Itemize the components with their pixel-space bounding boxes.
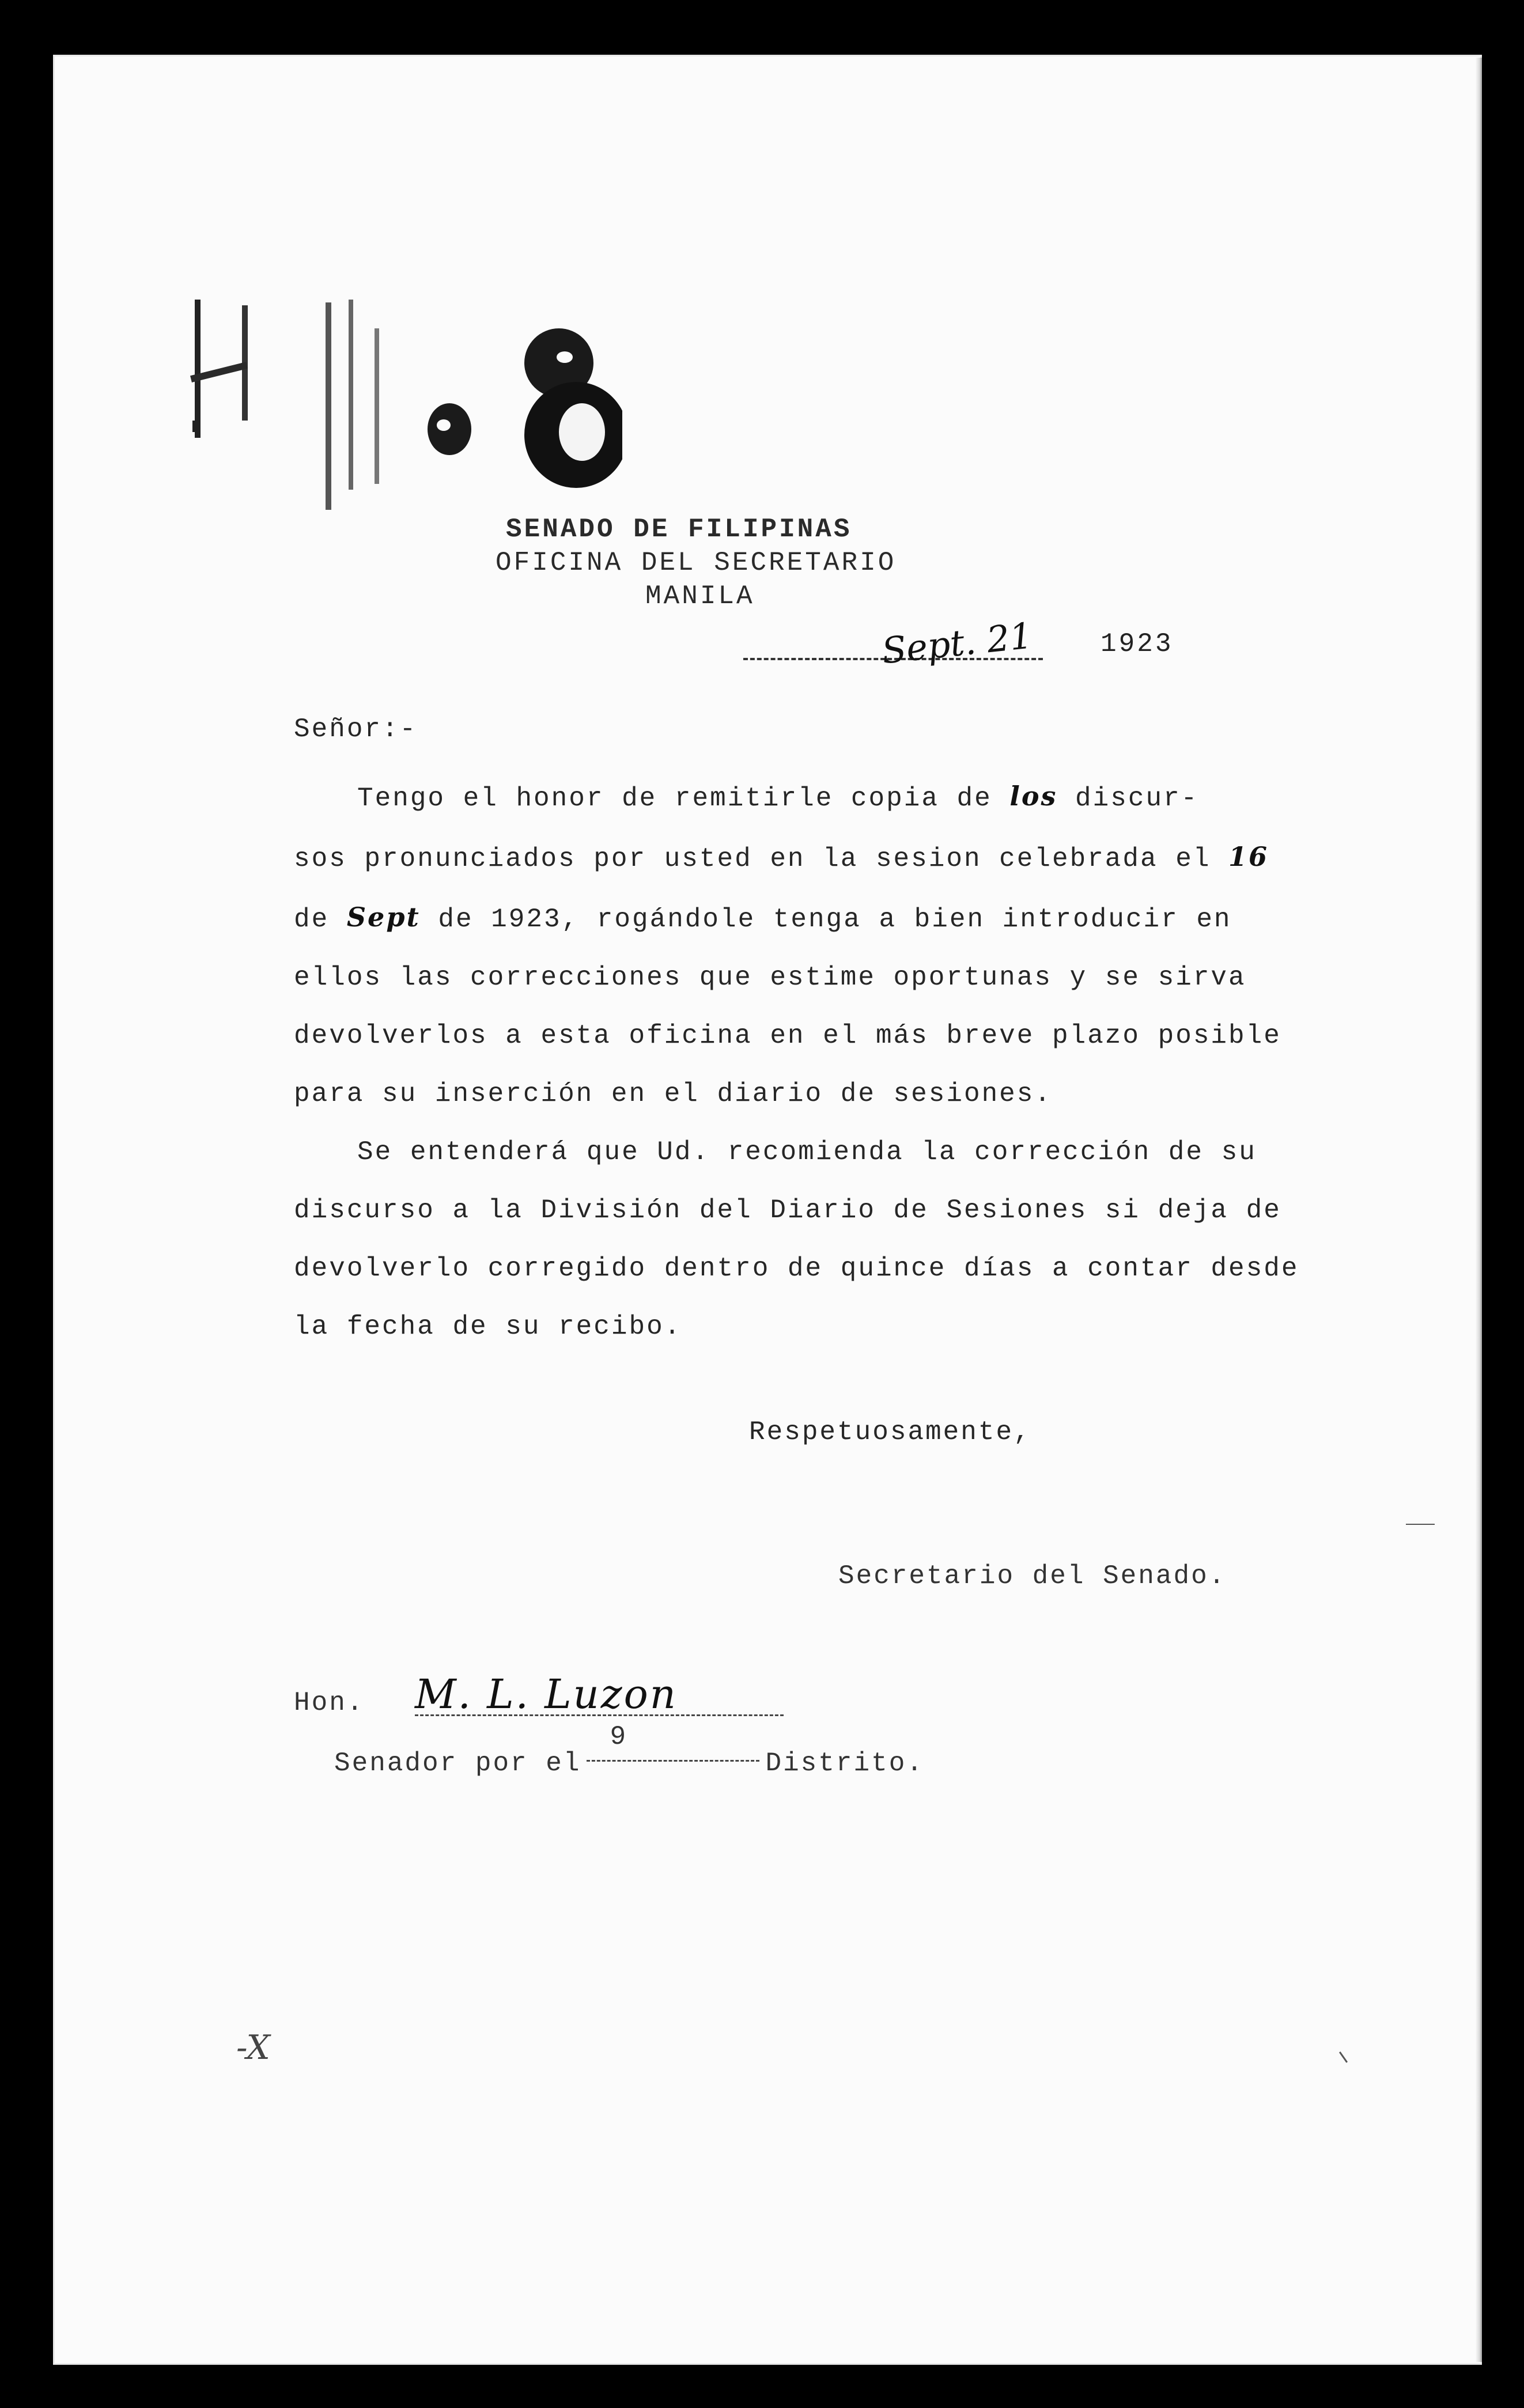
date-handwritten: Sept. 21 <box>879 614 1035 672</box>
letter-body <box>294 714 1319 1356</box>
date-year: 1923 <box>1101 629 1174 659</box>
addressee-name-handwritten: M. L. Luzon <box>415 1671 678 1718</box>
letterhead-senate: SENADO DE FILIPINAS <box>506 514 852 544</box>
district-number: 9 <box>610 1722 628 1752</box>
p1-text-b: discur- sos pronunciados por usted en la sesion celebrada el <box>294 783 1211 874</box>
district-prefix: Senador por el <box>334 1748 581 1778</box>
handwritten-day: 16 <box>1228 841 1269 872</box>
date-line <box>743 614 1262 674</box>
film-edge <box>0 0 1524 55</box>
p1-text-c: de <box>294 844 1287 934</box>
stamp-number-mark <box>184 294 622 524</box>
salutation: Señor:- <box>294 714 418 744</box>
closing: Respetuosamente, <box>749 1417 1031 1447</box>
letterhead-city: MANILA <box>645 581 755 611</box>
margin-dash <box>1406 1524 1435 1525</box>
p1-text-a: Tengo el honor de remitirle copia de <box>357 783 1010 813</box>
paragraph-1 <box>294 767 1319 1123</box>
addressee-underline <box>415 1714 784 1716</box>
paragraph-2 <box>294 1123 1319 1356</box>
district-blank <box>587 1722 759 1762</box>
letterhead <box>496 513 945 613</box>
letterhead-office: OFICINA DEL SECRETARIO <box>496 548 897 578</box>
p1-text-d: de 1923, rogándole tenga a bien introducir en ellos las correcciones que estime oportunas y se sirva devolverlos a esta oficina en el más breve plazo posible para su inserción en el diario de sesiones. <box>294 904 1299 1109</box>
district-suffix: Distrito. <box>765 1748 924 1778</box>
handwritten-los: los <box>1009 781 1058 812</box>
handwritten-month: Sept <box>346 902 421 933</box>
addressee-block <box>294 1671 1043 1809</box>
p2-text: Se entenderá que Ud. recomienda la corrección de su discurso a la División del Diario de Sesiones si deja de devolverlo corregido dentro de quince días a contar desde la fecha de su recibo. <box>294 1137 1317 1342</box>
footer-mark: -X <box>236 2028 270 2067</box>
signer-title: Secretario del Senado. <box>838 1561 1227 1591</box>
addressee-honorific: Hon. <box>294 1688 365 1718</box>
district-line <box>334 1722 924 1778</box>
page-edge-shadow <box>1475 58 1482 2362</box>
